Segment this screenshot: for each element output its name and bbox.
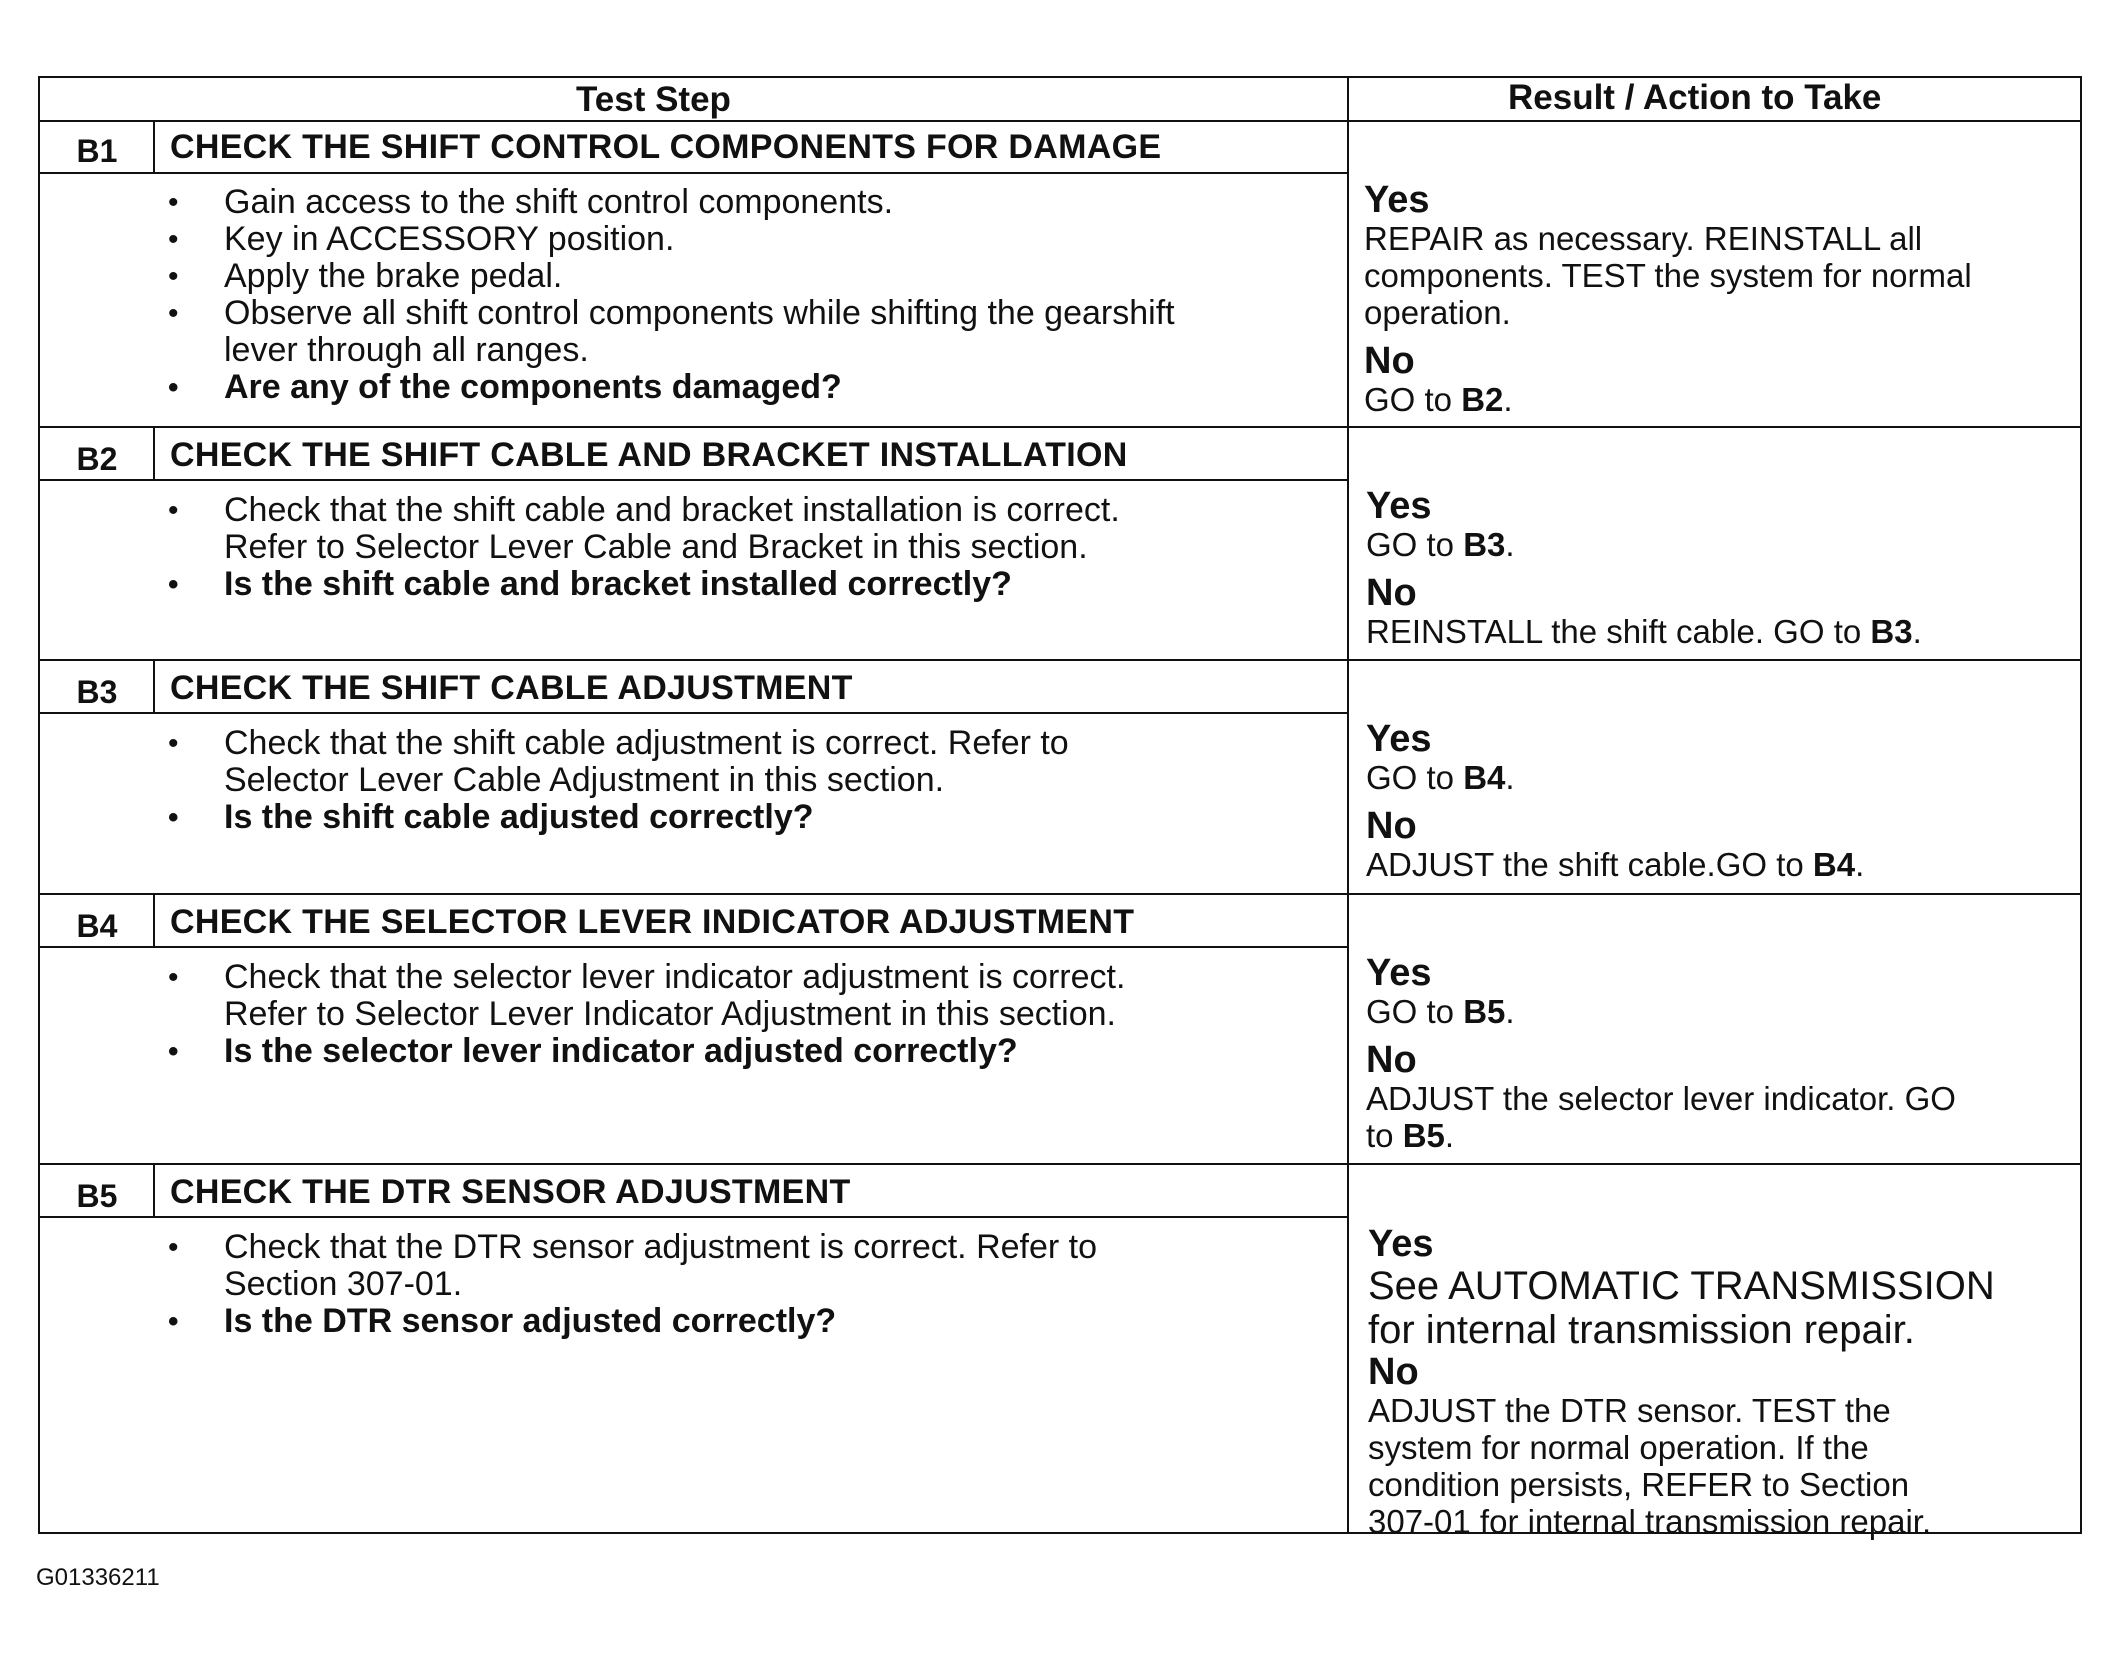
step-id-divider: [153, 659, 155, 712]
step-id-divider: [153, 893, 155, 946]
no-action-line: 307-01 for internal transmission repair.: [1368, 1503, 1932, 1540]
list-item: • Check that the DTR sensor adjustment is correct. Refer to: [168, 1228, 1098, 1266]
step-title-rule: [40, 172, 1347, 174]
no-action: GO to B2.: [1364, 381, 1513, 418]
step-title-rule: [40, 946, 1347, 948]
step-reference: B3: [1463, 526, 1506, 563]
yes-label: Yes: [1368, 1223, 1434, 1265]
yes-action-line: components. TEST the system for normal: [1364, 257, 1972, 294]
yes-action-line: See AUTOMATIC TRANSMISSION: [1368, 1264, 1995, 1308]
step-id: B4: [76, 908, 118, 944]
header-rule: [40, 120, 2080, 122]
row-divider: [40, 659, 2080, 661]
list-item: • Key in ACCESSORY position.: [168, 220, 675, 258]
step-title: CHECK THE SHIFT CABLE AND BRACKET INSTALLATION: [170, 436, 1128, 474]
step-title-rule: [40, 712, 1347, 714]
yes-action: GO to B5.: [1366, 993, 1515, 1030]
no-label: No: [1364, 340, 1415, 382]
step-id: B5: [76, 1178, 118, 1214]
row-divider: [40, 1163, 2080, 1165]
figure-id: G01336211: [36, 1564, 160, 1591]
step-question: • Is the DTR sensor adjusted correctly?: [168, 1302, 837, 1340]
no-action: ADJUST the shift cable.GO to B4.: [1366, 846, 1865, 883]
no-action: REINSTALL the shift cable. GO to B3.: [1366, 613, 1922, 650]
step-title-rule: [40, 1216, 1347, 1218]
step-id: B2: [76, 441, 118, 477]
step-id: B3: [76, 674, 118, 710]
step-result: [1366, 719, 1864, 883]
step-reference: B3: [1870, 613, 1913, 650]
list-item: • Check that the shift cable and bracket installation is correct.: [168, 491, 1120, 529]
list-item: • Check that the shift cable adjustment is correct. Refer to: [168, 724, 1069, 762]
step-title: CHECK THE SELECTOR LEVER INDICATOR ADJUSTMENT: [170, 903, 1135, 941]
step-instructions: [168, 491, 1120, 603]
step-id-divider: [153, 1163, 155, 1216]
step-result: [1366, 953, 1956, 1154]
header-test-step: Test Step: [576, 80, 731, 119]
step-reference: B5: [1402, 1117, 1445, 1154]
step-title: CHECK THE DTR SENSOR ADJUSTMENT: [170, 1173, 851, 1211]
yes-label: Yes: [1364, 179, 1430, 221]
list-item: • Apply the brake pedal.: [168, 257, 563, 295]
no-label: No: [1366, 1039, 1417, 1081]
list-item: Section 307-01.: [224, 1265, 463, 1303]
step-id-divider: [153, 426, 155, 479]
no-action: to B5.: [1366, 1117, 1455, 1154]
list-item: lever through all ranges.: [224, 331, 589, 369]
row-divider: [40, 426, 2080, 428]
step-result: [1364, 180, 1972, 418]
step-reference: B4: [1463, 759, 1506, 796]
step-reference: B4: [1812, 846, 1856, 883]
step-id-divider: [153, 120, 155, 172]
step-instructions: [168, 724, 1069, 836]
step-title: CHECK THE SHIFT CONTROL COMPONENTS FOR DAMAGE: [170, 128, 1162, 166]
column-divider: [1347, 78, 1349, 1532]
yes-action: GO to B4.: [1366, 759, 1515, 796]
step-title-rule: [40, 479, 1347, 481]
yes-action-line: REPAIR as necessary. REINSTALL all: [1364, 220, 1923, 257]
step-title: CHECK THE SHIFT CABLE ADJUSTMENT: [170, 669, 853, 707]
list-item: • Observe all shift control components while shifting the gearshift: [168, 294, 1175, 332]
list-item: Refer to Selector Lever Indicator Adjustment in this section.: [224, 995, 1117, 1033]
no-label: No: [1366, 572, 1417, 614]
no-action-line: ADJUST the DTR sensor. TEST the: [1368, 1392, 1891, 1429]
step-question: • Is the selector lever indicator adjusted correctly?: [168, 1032, 1018, 1070]
step-reference: B2: [1461, 381, 1504, 418]
list-item: • Gain access to the shift control components.: [168, 183, 894, 221]
row-divider: [40, 893, 2080, 895]
step-question: • Is the shift cable and bracket installed correctly?: [168, 565, 1012, 603]
no-action-line: ADJUST the selector lever indicator. GO: [1366, 1080, 1956, 1117]
yes-label: Yes: [1366, 485, 1432, 527]
no-action-line: condition persists, REFER to Section: [1368, 1466, 1910, 1503]
step-question: • Are any of the components damaged?: [168, 368, 842, 406]
step-result: [1366, 486, 1922, 650]
list-item: Refer to Selector Lever Cable and Bracket in this section.: [224, 528, 1088, 566]
header-result-action: Result / Action to Take: [1508, 78, 1882, 117]
yes-action-line: operation.: [1364, 294, 1511, 331]
yes-label: Yes: [1366, 952, 1432, 994]
step-reference: B5: [1463, 993, 1506, 1030]
no-label: No: [1368, 1351, 1419, 1393]
step-question: • Is the shift cable adjusted correctly?: [168, 798, 814, 836]
step-id: B1: [76, 133, 118, 169]
step-result: [1368, 1224, 1995, 1540]
yes-label: Yes: [1366, 718, 1432, 760]
no-label: No: [1366, 805, 1417, 847]
no-action-line: system for normal operation. If the: [1368, 1429, 1869, 1466]
diagnostic-table: [38, 76, 2082, 1540]
yes-action: GO to B3.: [1366, 526, 1515, 563]
step-instructions: [168, 958, 1126, 1070]
list-item: Selector Lever Cable Adjustment in this section.: [224, 761, 945, 799]
yes-action-line: for internal transmission repair.: [1368, 1308, 1915, 1352]
step-instructions: [168, 183, 1175, 406]
step-instructions: [168, 1228, 1098, 1340]
list-item: • Check that the selector lever indicator adjustment is correct.: [168, 958, 1126, 996]
